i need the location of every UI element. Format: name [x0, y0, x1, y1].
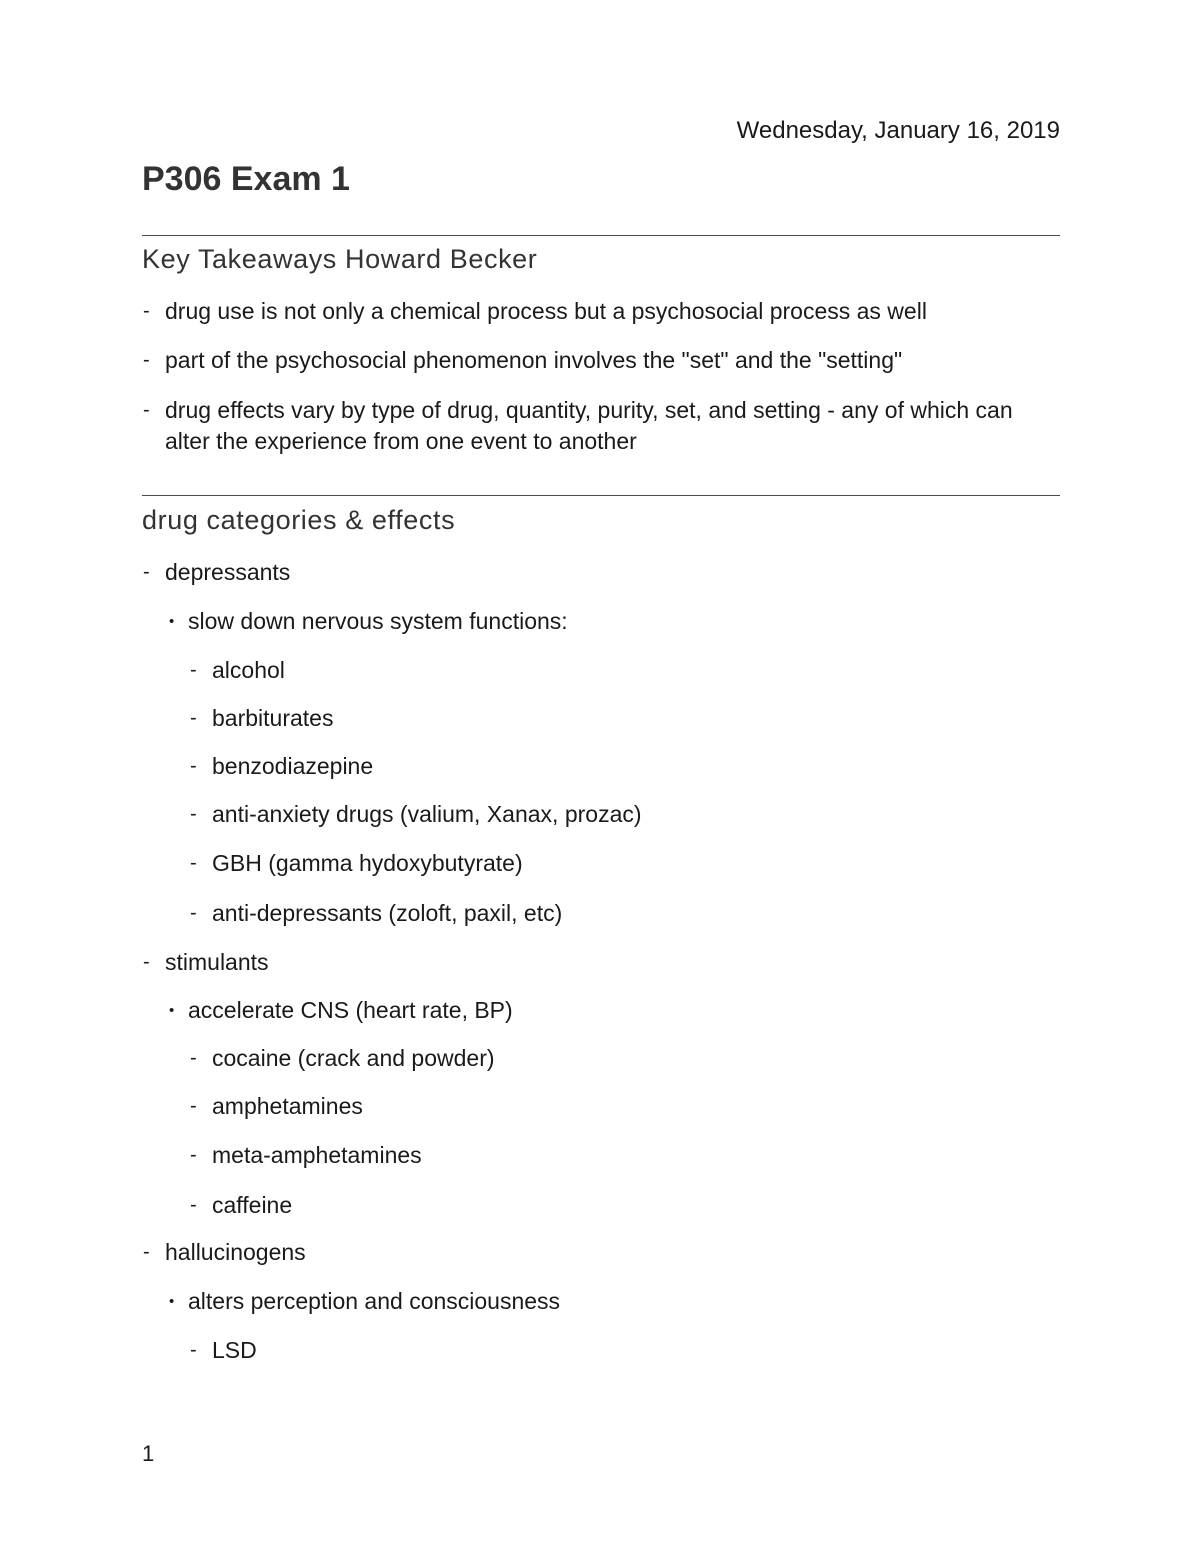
bullet-marker: • [169, 1293, 175, 1310]
list-item [143, 296, 927, 327]
example-item [190, 751, 374, 782]
section-divider [142, 235, 1060, 236]
example-item [190, 799, 642, 830]
example-text: GBH (gamma hydoxybutyrate) [212, 850, 523, 876]
list-item-text: drug effects vary by type of drug, quantity, purity, set, and setting - any of which can alter the experience from one event to another [165, 397, 1013, 454]
category-label: stimulants [165, 949, 269, 975]
dash-marker: - [143, 951, 150, 973]
list-item [143, 395, 1045, 457]
example-text: anti-depressants (zoloft, paxil, etc) [212, 900, 563, 926]
dash-marker: - [143, 1241, 150, 1263]
example-text: amphetamines [212, 1093, 363, 1119]
dash-marker: - [190, 803, 197, 825]
example-item [190, 848, 523, 879]
category-description [169, 995, 513, 1026]
example-item [190, 1140, 422, 1171]
dash-marker: - [143, 561, 150, 583]
example-item [190, 655, 285, 686]
dash-marker: - [143, 399, 150, 421]
document-title: P306 Exam 1 [142, 160, 350, 198]
dash-marker: - [190, 755, 197, 777]
section-heading-key-takeaways: Key Takeaways Howard Becker [142, 244, 538, 274]
dash-marker: - [190, 1047, 197, 1069]
category-depressants [143, 557, 291, 588]
example-text: barbiturates [212, 705, 334, 731]
page-number: 1 [142, 1441, 155, 1466]
dash-marker: - [190, 1144, 197, 1166]
example-text: caffeine [212, 1192, 293, 1218]
example-text: benzodiazepine [212, 753, 374, 779]
category-label: depressants [165, 559, 291, 585]
example-item [190, 1043, 495, 1074]
section-divider [142, 495, 1060, 496]
category-label: hallucinogens [165, 1239, 306, 1265]
list-item-text: part of the psychosocial phenomenon involves the "set" and the "setting" [165, 347, 903, 373]
dash-marker: - [190, 852, 197, 874]
dash-marker: - [190, 1339, 197, 1361]
dash-marker: - [190, 707, 197, 729]
list-item-text: drug use is not only a chemical process but a psychosocial process as well [165, 298, 927, 324]
document-date: Wednesday, January 16, 2019 [736, 117, 1060, 144]
description-text: alters perception and consciousness [188, 1288, 561, 1314]
dash-marker: - [190, 659, 197, 681]
example-item [190, 703, 334, 734]
dash-marker: - [190, 1194, 197, 1216]
example-text: alcohol [212, 657, 285, 683]
example-text: cocaine (crack and powder) [212, 1045, 495, 1071]
category-description [169, 1286, 561, 1317]
description-text: accelerate CNS (heart rate, BP) [188, 997, 513, 1023]
list-item [143, 345, 903, 376]
description-text: slow down nervous system functions: [188, 608, 568, 634]
example-item [190, 1190, 293, 1221]
dash-marker: - [143, 349, 150, 371]
example-text: meta-amphetamines [212, 1142, 422, 1168]
section-heading-drug-categories: drug categories & effects [142, 505, 456, 535]
example-item [190, 898, 563, 929]
dash-marker: - [190, 1095, 197, 1117]
dash-marker: - [190, 902, 197, 924]
bullet-marker: • [169, 1002, 175, 1019]
dash-marker: - [143, 300, 150, 322]
category-stimulants [143, 947, 269, 978]
category-description [169, 606, 568, 637]
example-item [190, 1335, 257, 1366]
example-text: anti-anxiety drugs (valium, Xanax, prozac) [212, 801, 642, 827]
category-hallucinogens [143, 1237, 306, 1268]
example-item [190, 1091, 363, 1122]
bullet-marker: • [169, 613, 175, 630]
example-text: LSD [212, 1337, 257, 1363]
